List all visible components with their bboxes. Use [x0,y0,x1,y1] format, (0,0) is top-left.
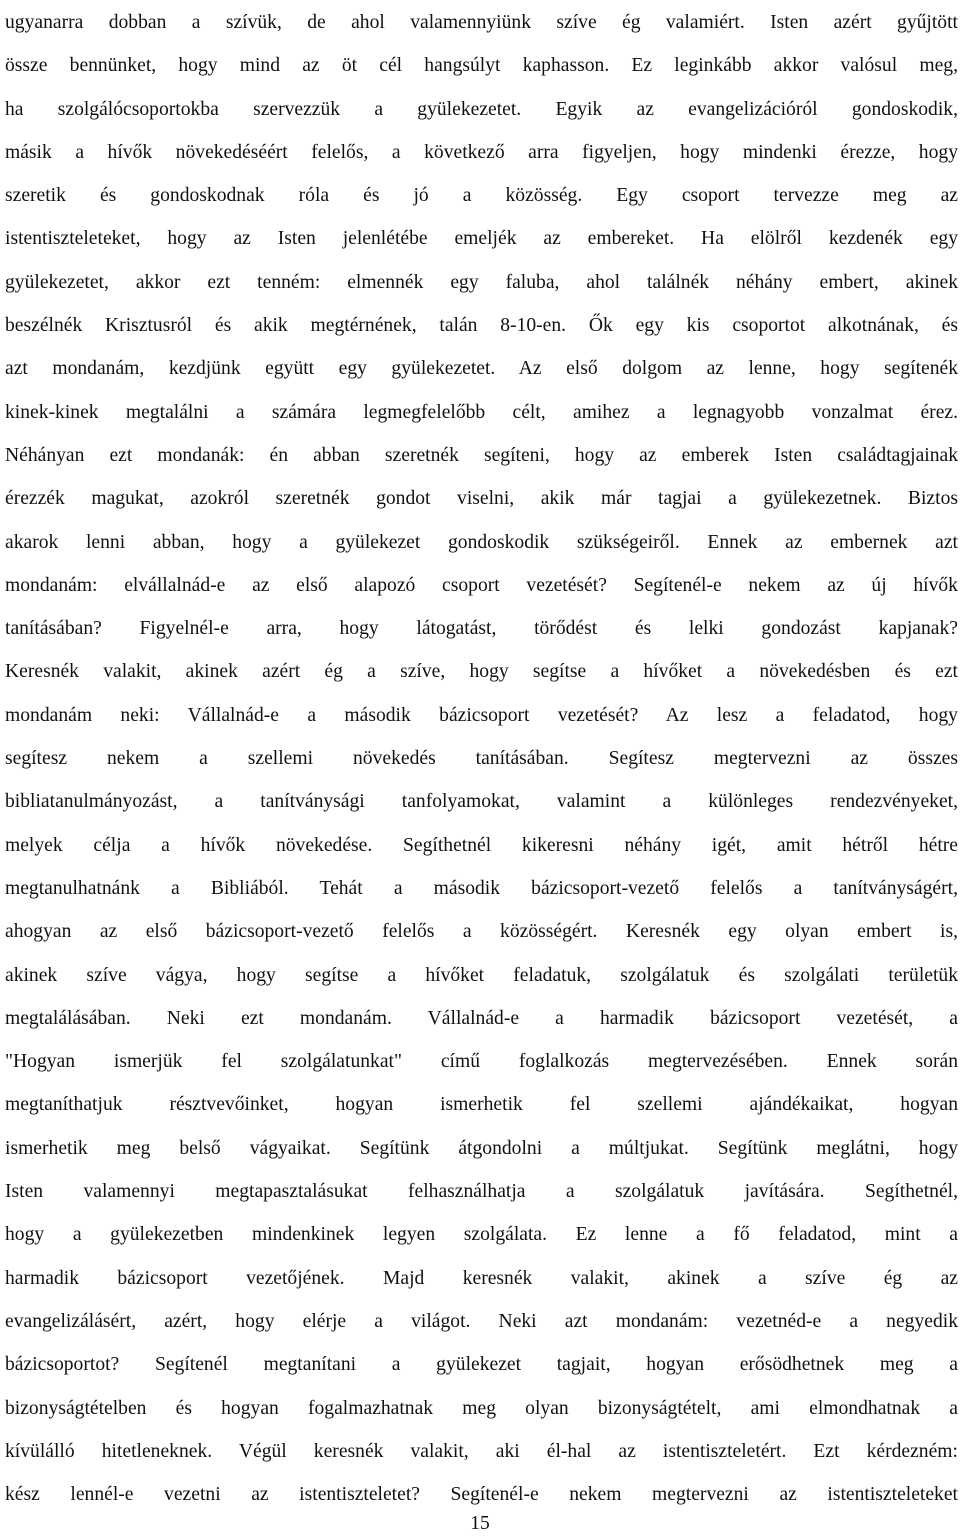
text-line: érezzék magukat, azokról szeretnék gondot viselni, akik már tagjai a gyülekezetnek. Biztos [5,488,958,510]
text-line: kinek-kinek megtalálni a számára legmegfelelőbb célt, amihez a legnagyobb vonzalmat érez. [5,401,958,423]
text-line: beszélnék Krisztusról és akik megtérnének, talán 8-10-en. Ők egy kis csoportot alkotnának, és [5,315,958,337]
text-line: szeretik és gondoskodnak róla és jó a közösség. Egy csoport tervezze meg az [5,185,958,207]
text-line: harmadik bázicsoport vezetőjének. Majd keresnék valakit, akinek a szíve ég az [5,1267,958,1289]
text-line: mondanám: elvállalnád-e az első alapozó csoport vezetését? Segítenél-e nekem az új hívők [5,574,958,596]
text-line: ugyanarra dobban a szívük, de ahol valamennyiünk szíve ég valamiért. Isten azért gyűjtött [5,12,958,33]
text-line: ismerhetik meg belső vágyaikat. Segítünk átgondolni a múltjukat. Segítünk meglátni, hogy [5,1137,958,1159]
text-line: melyek célja a hívők növekedése. Segíthetnél kikeresni néhány igét, amit hétről hétre [5,834,958,856]
text-line: kész lennél-e vezetni az istentiszteletet? Segítenél-e nekem megtervezni az istentiszteleteket [5,1484,958,1506]
text-line: tanításában? Figyelnél-e arra, hogy látogatást, törődést és lelki gondozást kapjanak? [5,618,958,640]
text-line: kívülálló hitetleneknek. Végül keresnék valakit, aki él-hal az istentiszteletért. Ezt kérdezném: [5,1440,958,1462]
text-line: hogy a gyülekezetben mindenkinek legyen szolgálata. Ez lenne a fő feladatod, mint a [5,1224,958,1246]
text-line: bibliatanulmányozást, a tanítványsági tanfolyamokat, valamint a különleges rendezvényeket, [5,791,958,813]
text-line: akarok lenni abban, hogy a gyülekezet gondoskodik szükségeiről. Ennek az embernek azt [5,531,958,553]
text-line: akinek szíve vágya, hogy segítse a hívőket feladatuk, szolgálatuk és szolgálati területük [5,964,958,986]
text-line: Keresnék valakit, akinek azért ég a szíve, hogy segítse a hívőket a növekedésben és ezt [5,661,958,683]
text-line: másik a hívők növekedéséért felelős, a következő arra figyeljen, hogy mindenki érezze, hogy [5,141,958,163]
text-line: segítesz nekem a szellemi növekedés tanításában. Segítesz megtervezni az összes [5,748,958,770]
text-line: megtaníthatjuk résztvevőinket, hogyan ismerhetik fel szellemi ajándékaikat, hogyan [5,1094,958,1116]
text-line: bázicsoportot? Segítenél megtanítani a gyülekezet tagjait, hogyan erősödhetnek meg a [5,1354,958,1376]
text-line: istentiszteleteket, hogy az Isten jelenlétébe emeljék az embereket. Ha elölről kezdenék egy [5,228,958,250]
page-number: 15 [470,1513,490,1534]
text-line: ahogyan az első bázicsoport-vezető felelős a közösségért. Keresnék egy olyan embert is, [5,921,958,943]
text-line: mondanám neki: Vállalnád-e a második bázicsoport vezetését? Az lesz a feladatod, hogy [5,704,958,726]
text-line: "Hogyan ismerjük fel szolgálatunkat" című foglalkozás megtervezésében. Ennek során [5,1051,958,1073]
text-line: megtalálásában. Neki ezt mondanám. Vállalnád-e a harmadik bázicsoport vezetését, a [5,1007,958,1029]
text-line: megtanulhatnánk a Bibliából. Tehát a második bázicsoport-vezető felelős a tanítványságért, [5,877,958,899]
text-line: evangelizálásért, azért, hogy elérje a világot. Neki azt mondanám: vezetnéd-e a negyedik [5,1310,958,1332]
text-line: Isten valamennyi megtapasztalásukat felhasználhatja a szolgálatuk javítására. Segíthetnél, [5,1181,958,1203]
text-line: össze bennünket, hogy mind az öt cél hangsúlyt kaphasson. Ez leginkább akkor valósul meg, [5,55,958,77]
text-line: Néhányan ezt mondanák: én abban szeretnék segíteni, hogy az emberek Isten családtagjainak [5,444,959,466]
body-paragraph [5,1,958,1516]
text-line: ha szolgálócsoportokba szervezzük a gyülekezetet. Egyik az evangelizációról gondoskodik, [5,98,958,120]
text-line: gyülekezetet, akkor ezt tenném: elmennék egy faluba, ahol találnék néhány embert, akinek [5,271,958,293]
text-line: azt mondanám, kezdjünk együtt egy gyülekezetet. Az első dolgom az lenne, hogy segítenék [5,358,959,380]
text-line: bizonyságtételben és hogyan fogalmazhatnak meg olyan bizonyságtételt, ami elmondhatnak a [5,1397,958,1419]
